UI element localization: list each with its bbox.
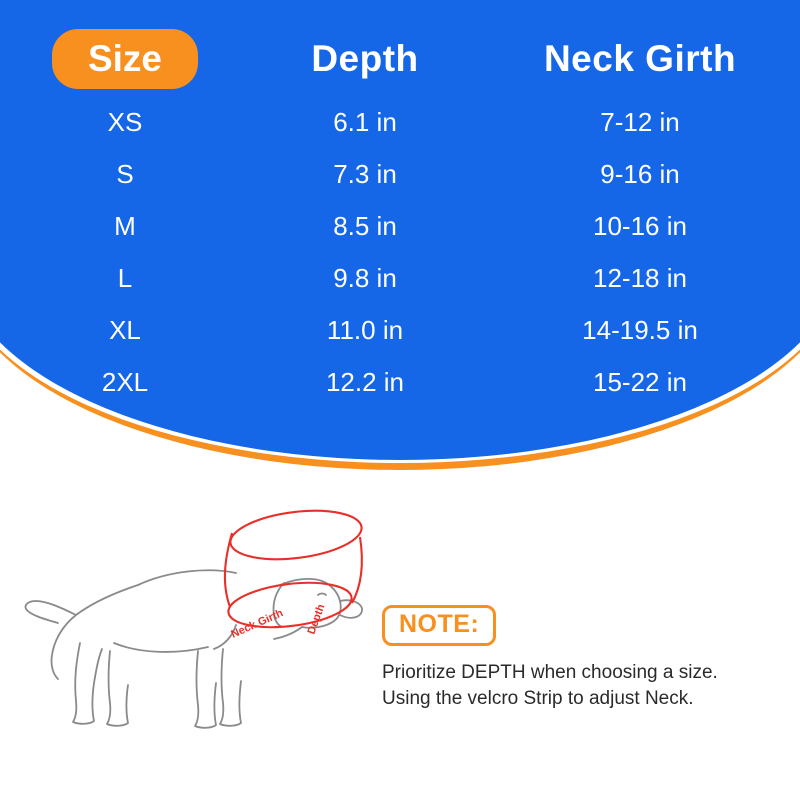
cell-size xyxy=(0,263,250,294)
cell-depth xyxy=(250,211,480,242)
cell-neck-text: 9-16 in xyxy=(600,158,680,189)
cell-size-text: M xyxy=(114,210,136,241)
cell-neck-text: 10-16 in xyxy=(593,210,687,241)
cell-size xyxy=(0,367,250,398)
cell-size xyxy=(0,159,250,190)
header-cell-size xyxy=(0,29,250,89)
size-header-pill: Size xyxy=(52,29,198,89)
cell-neck-text: 7-12 in xyxy=(600,106,680,137)
cell-depth-text: 7.3 in xyxy=(333,158,397,189)
table-row xyxy=(0,200,800,252)
cell-depth-text: 8.5 in xyxy=(333,210,397,241)
note-block xyxy=(382,605,782,712)
note-line-2: Using the velcro Strip to adjust Neck. xyxy=(382,688,694,709)
cell-depth-text: 6.1 in xyxy=(333,106,397,137)
cell-size-text: S xyxy=(116,158,134,189)
depth-header-label: Depth xyxy=(311,38,419,79)
cell-neck xyxy=(480,263,800,294)
header-cell-neck-girth xyxy=(480,38,800,80)
table-header-row xyxy=(0,0,800,96)
cell-size xyxy=(0,211,250,242)
cell-neck xyxy=(480,159,800,190)
cell-size-text: L xyxy=(117,262,133,293)
cell-depth xyxy=(250,367,480,398)
cell-neck-text: 12-18 in xyxy=(593,262,687,293)
table-row xyxy=(0,148,800,200)
table-row xyxy=(0,252,800,304)
cell-depth xyxy=(250,159,480,190)
cell-size xyxy=(0,107,250,138)
cell-depth-text: 12.2 in xyxy=(325,366,405,397)
depth-diagram-label: Depth xyxy=(305,602,328,637)
cell-depth xyxy=(250,315,480,346)
lower-section xyxy=(0,470,800,800)
cell-depth-text: 9.8 in xyxy=(333,262,397,293)
dog-measurement-diagram xyxy=(18,475,388,765)
table-row xyxy=(0,304,800,356)
neck-girth-diagram-label: Neck Girth xyxy=(229,607,286,641)
cell-neck xyxy=(480,211,800,242)
cell-size-text: 2XL xyxy=(101,366,149,397)
cell-depth xyxy=(250,263,480,294)
note-title: NOTE: xyxy=(382,605,496,646)
table-row xyxy=(0,96,800,148)
cell-size-text: XL xyxy=(109,314,141,345)
note-line-1: Prioritize DEPTH when choosing a size. xyxy=(382,662,718,683)
note-text xyxy=(382,660,782,712)
cell-depth-text: 11.0 in xyxy=(326,314,404,345)
cell-neck-text: 15-22 in xyxy=(593,366,687,397)
cell-neck xyxy=(480,367,800,398)
cell-size-text: XS xyxy=(107,106,143,137)
table-row xyxy=(0,356,800,408)
cell-size xyxy=(0,315,250,346)
neck-girth-header-label: Neck Girth xyxy=(543,38,737,79)
cell-depth xyxy=(250,107,480,138)
cell-neck xyxy=(480,107,800,138)
cell-neck xyxy=(480,315,800,346)
header-cell-depth xyxy=(250,38,480,80)
cell-neck-text: 14-19.5 in xyxy=(582,314,698,345)
